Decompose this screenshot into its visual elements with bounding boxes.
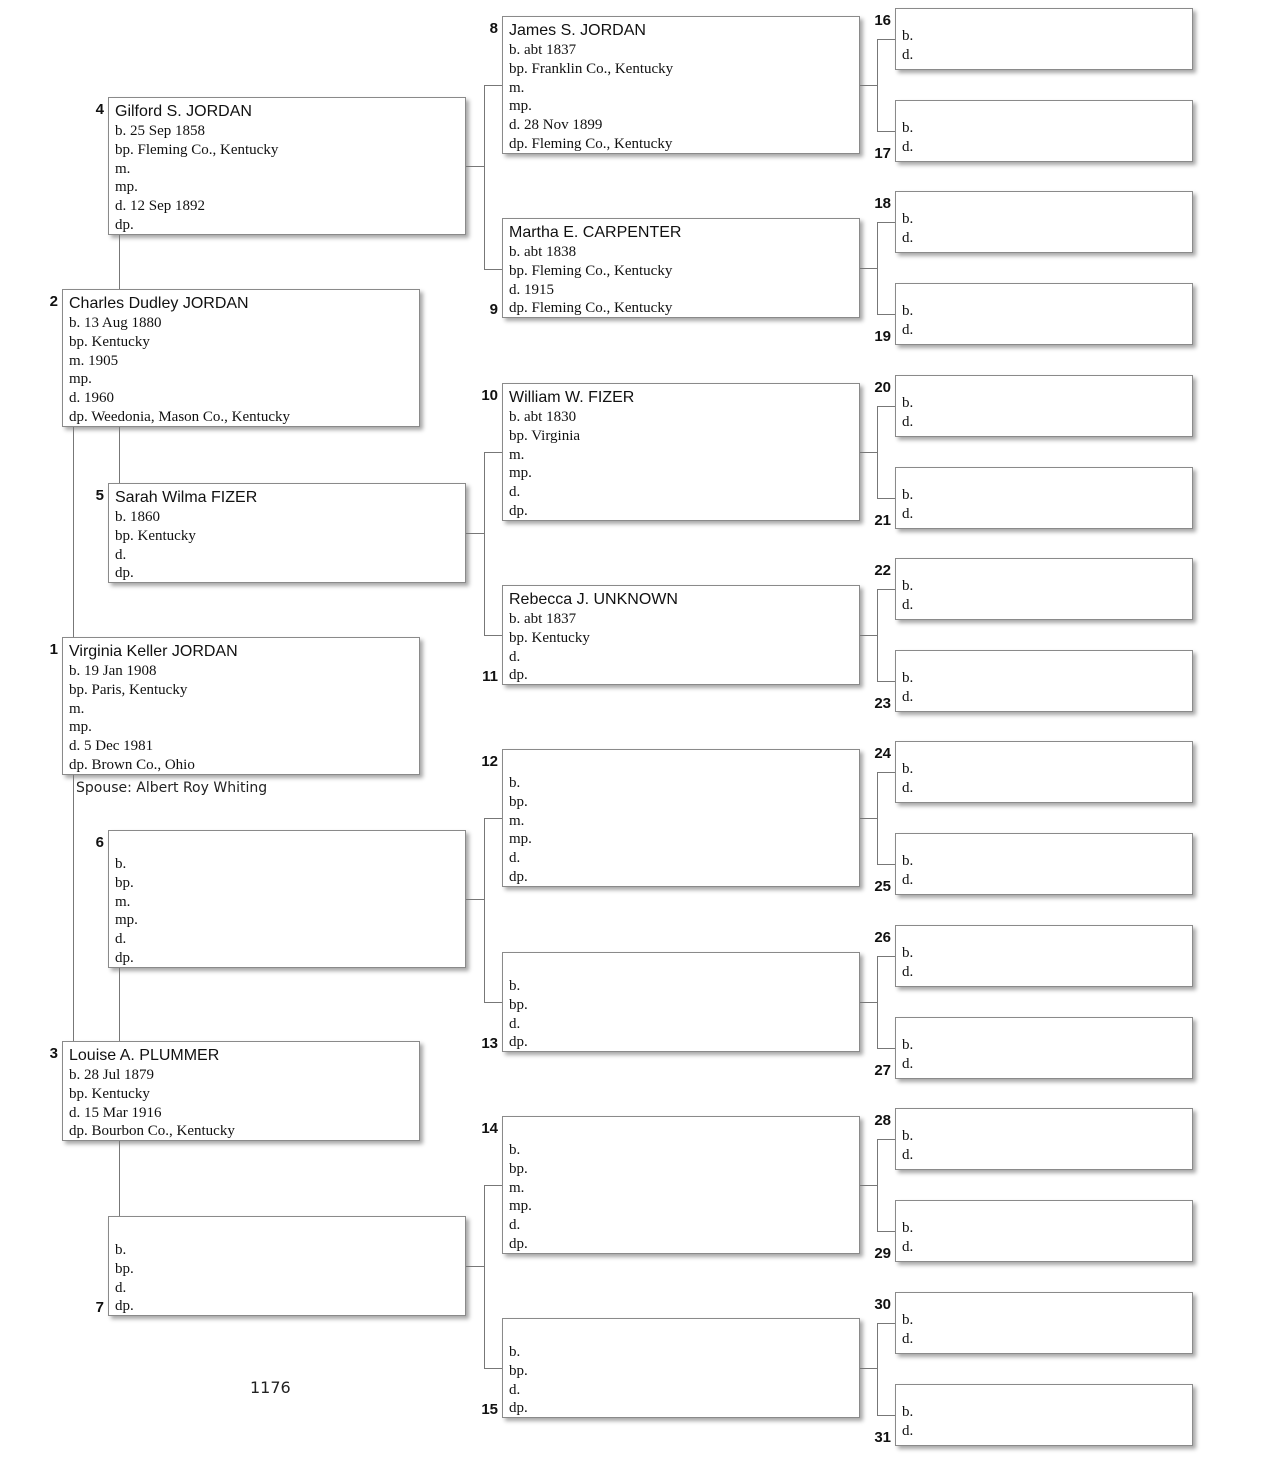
- person-fact: bp. Virginia: [509, 427, 581, 444]
- person-fact: dp. Brown Co., Ohio: [69, 756, 195, 773]
- person-box-2: [62, 289, 420, 427]
- person-name: James S. JORDAN: [509, 22, 646, 39]
- person-fact: bp.: [509, 996, 528, 1013]
- person-fact: d.: [902, 229, 914, 246]
- person-box-30: [895, 1292, 1193, 1354]
- person-fact: d. 1960: [69, 390, 114, 407]
- person-name: [509, 1120, 859, 1141]
- connector-line: [466, 166, 484, 167]
- person-fact: d.: [509, 484, 521, 501]
- person-number-18: 18: [874, 195, 891, 212]
- person-box-7: [108, 1216, 466, 1316]
- person-box-9: [502, 218, 860, 318]
- person-box-26: [895, 925, 1193, 987]
- person-box-29: [895, 1200, 1193, 1262]
- connector-line: [877, 1231, 895, 1232]
- person-fact: d.: [509, 850, 521, 867]
- connector-line: [877, 498, 895, 499]
- person-fact: b.: [902, 395, 914, 412]
- person-number-14: 14: [481, 1120, 498, 1137]
- person-fact: mp.: [115, 179, 138, 196]
- connector-line: [877, 406, 895, 407]
- person-fact: b.: [115, 1242, 127, 1258]
- person-fact: d.: [902, 1146, 914, 1163]
- connector-line: [877, 39, 878, 131]
- connector-line: [484, 85, 502, 86]
- person-number-29: 29: [874, 1245, 891, 1262]
- person-box-12: [502, 749, 860, 887]
- connector-line: [877, 772, 878, 864]
- person-box-18: [895, 191, 1193, 253]
- person-number-8: 8: [489, 20, 498, 37]
- connector-line: [877, 1323, 895, 1324]
- person-fact: mp.: [69, 371, 92, 388]
- connector-line: [877, 314, 895, 315]
- person-number-15: 15: [481, 1401, 498, 1418]
- person-fact: m.: [509, 812, 525, 829]
- person-name: [115, 834, 465, 855]
- person-fact: b.: [902, 487, 914, 504]
- person-fact: mp.: [509, 98, 532, 115]
- person-fact: b. 28 Jul 1879: [69, 1067, 155, 1083]
- person-fact: b.: [902, 761, 914, 778]
- person-fact: d.: [902, 871, 914, 888]
- person-fact: b.: [509, 1142, 521, 1158]
- person-fact: dp. Weedonia, Mason Co., Kentucky: [69, 408, 290, 425]
- person-number-25: 25: [874, 878, 891, 895]
- connector-line: [877, 864, 895, 865]
- connector-line: [484, 1185, 485, 1368]
- connector-line: [860, 452, 877, 453]
- person-fact: b. abt 1838: [509, 244, 577, 260]
- person-fact: b.: [902, 853, 914, 870]
- person-number-21: 21: [874, 512, 891, 529]
- connector-line: [877, 406, 878, 498]
- person-fact: b. 25 Sep 1858: [115, 123, 205, 139]
- person-fact: b.: [902, 1128, 914, 1145]
- person-fact: d. 1915: [509, 281, 554, 298]
- person-fact: bp. Fleming Co., Kentucky: [115, 141, 279, 158]
- person-fact: dp.: [115, 1298, 134, 1315]
- person-number-13: 13: [481, 1035, 498, 1052]
- spouse-note: Spouse: Albert Roy Whiting: [76, 780, 268, 796]
- person-name: Louise A. PLUMMER: [69, 1047, 220, 1064]
- connector-line: [860, 85, 877, 86]
- person-box-28: [895, 1108, 1193, 1170]
- person-fact: m.: [69, 700, 85, 717]
- person-fact: dp.: [509, 1034, 528, 1051]
- connector-line: [877, 956, 895, 957]
- person-fact: d.: [115, 1279, 127, 1296]
- person-box-24: [895, 741, 1193, 803]
- person-fact: b. 19 Jan 1908: [69, 663, 157, 679]
- person-fact: dp.: [509, 868, 528, 885]
- person-fact: b. 13 Aug 1880: [69, 315, 162, 331]
- person-fact: b.: [902, 28, 914, 45]
- person-fact: dp. Fleming Co., Kentucky: [509, 135, 673, 152]
- connector-line: [877, 1048, 895, 1049]
- person-box-17: [895, 100, 1193, 162]
- person-fact: mp.: [509, 1198, 532, 1215]
- person-fact: bp.: [509, 793, 528, 810]
- connector-line: [860, 1185, 877, 1186]
- person-fact: d. 5 Dec 1981: [69, 738, 154, 755]
- person-number-6: 6: [95, 834, 104, 851]
- person-box-19: [895, 283, 1193, 345]
- connector-line: [877, 222, 878, 314]
- person-fact: bp. Fleming Co., Kentucky: [509, 262, 673, 279]
- person-fact: b. abt 1837: [509, 42, 577, 58]
- person-number-2: 2: [49, 293, 58, 310]
- person-fact: d.: [509, 648, 521, 665]
- connector-line: [484, 269, 502, 270]
- person-fact: dp.: [509, 1400, 528, 1417]
- connector-line: [877, 772, 895, 773]
- person-fact: d.: [902, 596, 914, 613]
- connector-line: [466, 533, 484, 534]
- connector-line: [484, 452, 485, 635]
- person-fact: d.: [902, 46, 914, 63]
- person-number-16: 16: [874, 12, 891, 29]
- person-name: Virginia Keller JORDAN: [69, 643, 238, 660]
- connector-line: [466, 1266, 484, 1267]
- person-number-10: 10: [481, 387, 498, 404]
- person-fact: mp.: [509, 831, 532, 848]
- connector-line: [860, 635, 877, 636]
- connector-line: [484, 818, 502, 819]
- person-number-20: 20: [874, 379, 891, 396]
- person-fact: m.: [509, 446, 525, 463]
- connector-line: [484, 1185, 502, 1186]
- person-fact: bp.: [115, 874, 134, 891]
- person-number-3: 3: [49, 1045, 58, 1062]
- person-fact: bp. Kentucky: [115, 527, 196, 544]
- person-fact: b.: [902, 120, 914, 137]
- person-fact: b.: [115, 856, 127, 872]
- person-fact: dp.: [115, 949, 134, 966]
- person-fact: b.: [902, 1404, 914, 1421]
- person-box-5: [108, 483, 466, 583]
- person-name: Rebecca J. UNKNOWN: [509, 591, 678, 608]
- connector-line: [877, 1323, 878, 1415]
- person-number-23: 23: [874, 695, 891, 712]
- person-fact: bp. Kentucky: [69, 1085, 150, 1102]
- person-fact: b.: [902, 670, 914, 687]
- person-fact: b. abt 1830: [509, 409, 577, 425]
- connector-line: [119, 1141, 120, 1216]
- connector-line: [877, 1415, 895, 1416]
- person-fact: dp.: [115, 565, 134, 582]
- person-fact: d.: [902, 1055, 914, 1072]
- person-box-6: [108, 830, 466, 968]
- person-fact: dp. Bourbon Co., Kentucky: [69, 1123, 235, 1140]
- person-box-10: [502, 383, 860, 521]
- person-fact: bp.: [509, 1362, 528, 1379]
- person-fact: b.: [902, 303, 914, 320]
- connector-line: [484, 1002, 502, 1003]
- person-fact: d. 28 Nov 1899: [509, 117, 603, 134]
- person-fact: bp. Franklin Co., Kentucky: [509, 60, 674, 77]
- person-fact: bp. Kentucky: [69, 333, 150, 350]
- person-box-16: [895, 8, 1193, 70]
- person-fact: bp. Paris, Kentucky: [69, 681, 188, 698]
- connector-line: [119, 427, 120, 483]
- person-fact: d.: [902, 1422, 914, 1439]
- person-name: Martha E. CARPENTER: [509, 224, 682, 241]
- person-number-28: 28: [874, 1112, 891, 1129]
- person-fact: b. abt 1837: [509, 611, 577, 627]
- person-number-12: 12: [481, 753, 498, 770]
- person-fact: bp.: [115, 1260, 134, 1277]
- person-fact: b.: [509, 1344, 521, 1360]
- person-box-8: [502, 16, 860, 154]
- person-fact: d.: [902, 138, 914, 155]
- person-fact: d.: [509, 1015, 521, 1032]
- person-box-1: [62, 637, 420, 775]
- person-number-11: 11: [482, 668, 498, 685]
- person-fact: mp.: [115, 912, 138, 929]
- person-box-27: [895, 1017, 1193, 1079]
- person-number-27: 27: [874, 1062, 891, 1079]
- connector-line: [877, 681, 895, 682]
- person-fact: b.: [509, 775, 521, 791]
- person-number-17: 17: [874, 145, 891, 162]
- person-fact: d.: [902, 688, 914, 705]
- person-fact: dp.: [509, 502, 528, 519]
- person-number-19: 19: [874, 328, 891, 345]
- connector-line: [860, 268, 877, 269]
- person-box-23: [895, 650, 1193, 712]
- person-fact: m.: [115, 893, 131, 910]
- person-fact: d.: [115, 546, 127, 563]
- person-fact: m.: [115, 160, 131, 177]
- person-box-14: [502, 1116, 860, 1254]
- person-box-11: [502, 585, 860, 685]
- person-name: William W. FIZER: [509, 389, 635, 406]
- person-fact: b.: [902, 1312, 914, 1329]
- connector-line: [484, 635, 502, 636]
- person-fact: bp.: [509, 1160, 528, 1177]
- person-name: Sarah Wilma FIZER: [115, 489, 258, 506]
- person-fact: d.: [902, 413, 914, 430]
- person-name: [509, 956, 859, 977]
- person-fact: b. 1860: [115, 509, 160, 525]
- connector-line: [119, 235, 120, 289]
- person-fact: mp.: [69, 719, 92, 736]
- connector-line: [877, 131, 895, 132]
- person-box-21: [895, 467, 1193, 529]
- person-fact: bp. Kentucky: [509, 629, 590, 646]
- connector-line: [73, 775, 74, 1041]
- person-box-20: [895, 375, 1193, 437]
- person-box-13: [502, 952, 860, 1052]
- person-fact: b.: [902, 1220, 914, 1237]
- person-number-30: 30: [874, 1296, 891, 1313]
- person-number-24: 24: [874, 745, 891, 762]
- person-name: Charles Dudley JORDAN: [69, 295, 249, 312]
- person-fact: dp.: [509, 1235, 528, 1252]
- connector-line: [877, 1139, 878, 1231]
- person-number-26: 26: [874, 929, 891, 946]
- person-fact: d.: [902, 505, 914, 522]
- person-fact: d. 15 Mar 1916: [69, 1104, 162, 1121]
- person-box-22: [895, 558, 1193, 620]
- person-fact: d.: [509, 1217, 521, 1234]
- person-number-31: 31: [874, 1429, 891, 1446]
- person-fact: dp. Fleming Co., Kentucky: [509, 300, 673, 317]
- person-number-1: 1: [49, 641, 58, 658]
- connector-line: [466, 899, 484, 900]
- person-name: Gilford S. JORDAN: [115, 103, 252, 120]
- person-name: [509, 1322, 859, 1343]
- connector-line: [860, 818, 877, 819]
- person-name: [115, 1220, 465, 1241]
- person-fact: d.: [902, 1238, 914, 1255]
- connector-line: [877, 589, 895, 590]
- person-fact: dp.: [115, 216, 134, 233]
- person-fact: d.: [902, 321, 914, 338]
- connector-line: [484, 452, 502, 453]
- person-fact: d.: [509, 1381, 521, 1398]
- person-box-15: [502, 1318, 860, 1418]
- person-fact: b.: [902, 578, 914, 595]
- connector-line: [877, 222, 895, 223]
- person-fact: d.: [902, 779, 914, 796]
- person-box-31: [895, 1384, 1193, 1446]
- person-fact: b.: [902, 945, 914, 962]
- person-fact: d.: [902, 1330, 914, 1347]
- person-fact: d.: [902, 963, 914, 980]
- person-box-3: [62, 1041, 420, 1141]
- connector-line: [877, 1139, 895, 1140]
- connector-line: [73, 427, 74, 637]
- person-number-9: 9: [489, 301, 498, 318]
- person-box-4: [108, 97, 466, 235]
- person-number-4: 4: [95, 101, 104, 118]
- person-fact: b.: [902, 1037, 914, 1054]
- connector-line: [860, 1368, 877, 1369]
- person-fact: m.: [509, 1179, 525, 1196]
- person-fact: m.: [509, 79, 525, 96]
- person-fact: b.: [509, 978, 521, 994]
- person-fact: d.: [115, 931, 127, 948]
- page-number: 1176: [250, 1378, 291, 1397]
- person-fact: mp.: [509, 465, 532, 482]
- person-fact: d. 12 Sep 1892: [115, 198, 205, 215]
- connector-line: [877, 589, 878, 681]
- connector-line: [484, 1368, 502, 1369]
- person-number-22: 22: [874, 562, 891, 579]
- connector-line: [484, 818, 485, 1002]
- person-name: [509, 753, 859, 774]
- person-number-5: 5: [95, 487, 104, 504]
- connector-line: [484, 85, 485, 269]
- connector-line: [119, 968, 120, 1041]
- person-box-25: [895, 833, 1193, 895]
- person-fact: b.: [902, 211, 914, 228]
- connector-line: [877, 956, 878, 1048]
- person-fact: dp.: [509, 667, 528, 684]
- connector-line: [860, 1002, 877, 1003]
- person-number-7: 7: [95, 1299, 104, 1316]
- person-fact: m. 1905: [69, 352, 119, 369]
- connector-line: [877, 39, 895, 40]
